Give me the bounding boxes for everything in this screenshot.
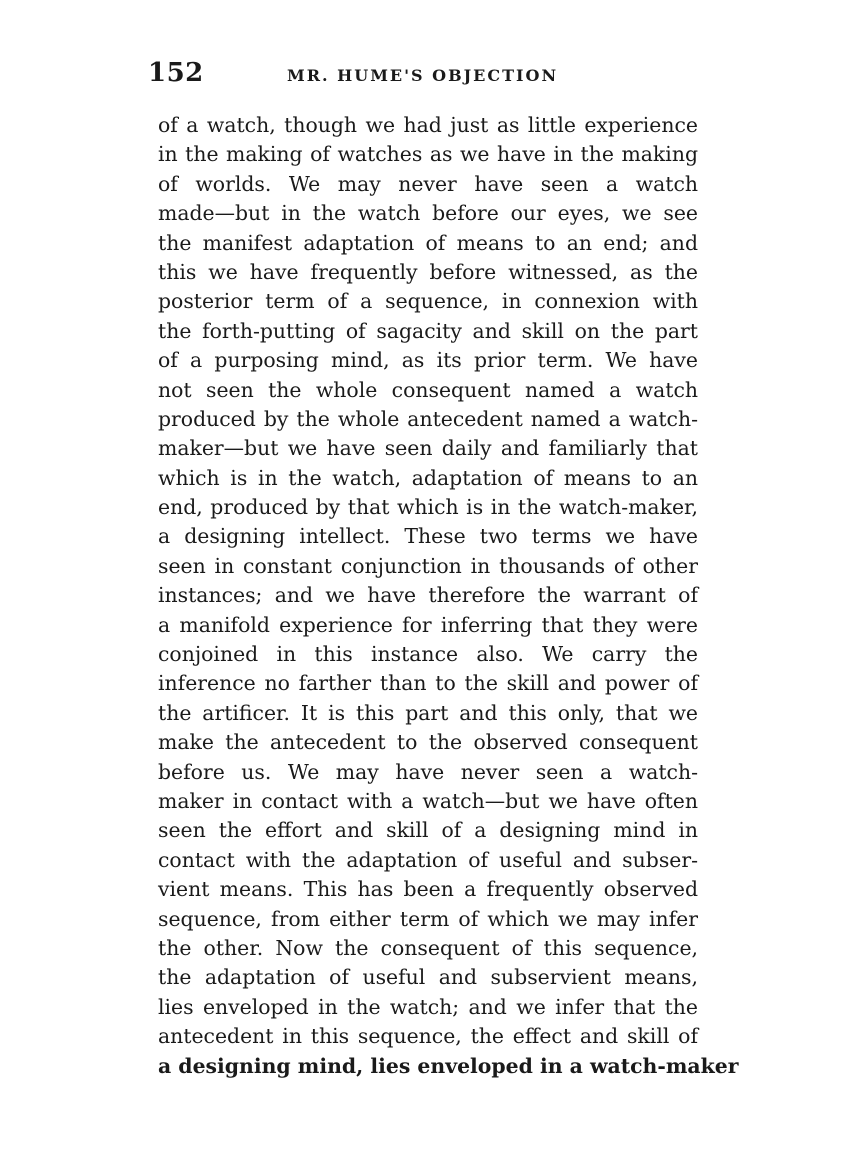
text-line: contact with the adaptation of useful and subser- bbox=[158, 847, 698, 872]
text-line: in the making of watches as we have in the making bbox=[158, 142, 698, 167]
text-line: antecedent in this sequence, the effect and skill of bbox=[158, 1024, 698, 1049]
text-line: a designing intellect. These two terms we have bbox=[158, 524, 698, 549]
running-title: MR. HUME'S OBJECTION bbox=[287, 66, 559, 85]
text-line: the artificer. It is this part and this only, that we bbox=[158, 700, 698, 725]
page-number: 152 bbox=[148, 58, 204, 88]
text-line: make the antecedent to the observed consequent bbox=[158, 730, 698, 755]
body-text bbox=[158, 111, 739, 1081]
text-line: seen in constant conjunction in thousands of other bbox=[158, 553, 698, 578]
running-head bbox=[148, 58, 708, 92]
text-line: produced by the whole antecedent named a watch- bbox=[158, 406, 698, 431]
text-line: a designing mind, lies enveloped in a watch-maker bbox=[158, 1053, 739, 1078]
text-line: maker—but we have seen daily and familiarly that bbox=[158, 436, 698, 461]
text-line: vient means. This has been a frequently observed bbox=[158, 877, 698, 902]
text-line: the adaptation of useful and subservient means, bbox=[158, 965, 698, 990]
text-line: end, produced by that which is in the watch-maker, bbox=[158, 495, 698, 520]
text-line: a manifold experience for inferring that they were bbox=[158, 612, 698, 637]
text-line: of a purposing mind, as its prior term. We have bbox=[158, 348, 698, 373]
text-line: conjoined in this instance also. We carry the bbox=[158, 642, 698, 667]
text-line: before us. We may have never seen a watch- bbox=[158, 759, 698, 784]
text-line: lies enveloped in the watch; and we infer that the bbox=[158, 994, 698, 1019]
text-line: which is in the watch, adaptation of means to an bbox=[158, 465, 698, 490]
text-line: of a watch, though we had just as little experience bbox=[158, 113, 698, 137]
text-line: seen the effort and skill of a designing mind in bbox=[158, 818, 698, 843]
text-line: not seen the whole consequent named a watch bbox=[158, 377, 698, 402]
text-line: posterior term of a sequence, in connexion with bbox=[158, 289, 698, 314]
text-line: the forth-putting of sagacity and skill on the part bbox=[158, 318, 698, 343]
text-line: inference no farther than to the skill and power of bbox=[158, 671, 698, 696]
text-line: the manifest adaptation of means to an end; and bbox=[158, 230, 698, 255]
text-line: this we have frequently before witnessed, as the bbox=[158, 259, 698, 284]
text-line: sequence, from either term of which we may infer bbox=[158, 906, 698, 931]
text-line: maker in contact with a watch—but we have often bbox=[158, 788, 698, 813]
text-line: made—but in the watch before our eyes, we see bbox=[158, 201, 698, 226]
text-line: the other. Now the consequent of this sequence, bbox=[158, 935, 698, 960]
text-line: of worlds. We may never have seen a watch bbox=[158, 171, 698, 196]
text-line: instances; and we have therefore the warrant of bbox=[158, 583, 698, 608]
